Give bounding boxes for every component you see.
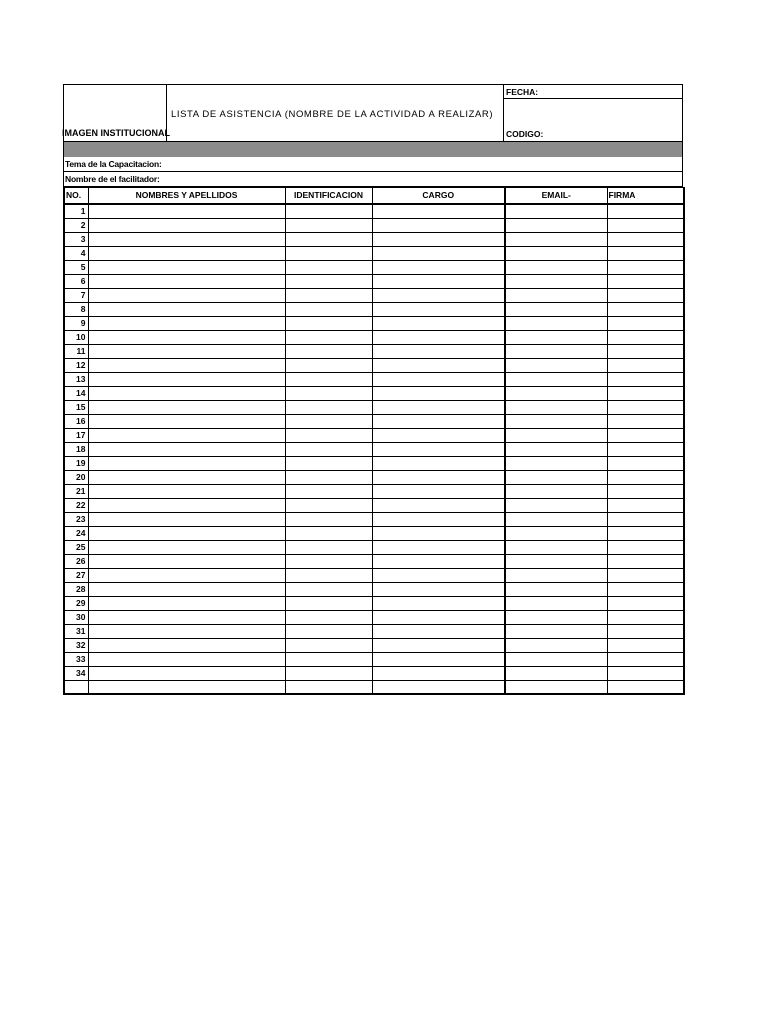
row-number: 31: [64, 624, 88, 638]
cargo-cell[interactable]: [372, 260, 505, 274]
nombres-cell[interactable]: [88, 568, 285, 582]
row-number: 34: [64, 666, 88, 680]
identificacion-cell[interactable]: [285, 274, 372, 288]
identificacion-cell[interactable]: [285, 512, 372, 526]
table-row: [64, 358, 684, 372]
firma-cell[interactable]: [607, 540, 684, 554]
cargo-cell[interactable]: [372, 666, 505, 680]
nombres-cell[interactable]: [88, 400, 285, 414]
table-row: [64, 526, 684, 540]
email-cell[interactable]: [505, 456, 607, 470]
col-header-identificacion: IDENTIFICACION: [285, 188, 372, 204]
cargo-cell[interactable]: [372, 638, 505, 652]
cargo-cell[interactable]: [372, 428, 505, 442]
identificacion-cell[interactable]: [285, 330, 372, 344]
table-row: [64, 372, 684, 386]
email-cell[interactable]: [505, 316, 607, 330]
cargo-cell[interactable]: [372, 484, 505, 498]
firma-cell[interactable]: [607, 470, 684, 484]
firma-cell[interactable]: [607, 582, 684, 596]
table-row: [64, 456, 684, 470]
attendance-table: [63, 187, 685, 695]
row-number: 10: [64, 330, 88, 344]
identificacion-cell[interactable]: [285, 372, 372, 386]
email-cell[interactable]: [505, 638, 607, 652]
firma-cell[interactable]: [607, 638, 684, 652]
row-number: 11: [64, 344, 88, 358]
nombres-cell[interactable]: [88, 680, 285, 694]
row-number: 28: [64, 582, 88, 596]
nombres-cell[interactable]: [88, 526, 285, 540]
email-cell[interactable]: [505, 428, 607, 442]
cargo-cell[interactable]: [372, 582, 505, 596]
cargo-cell[interactable]: [372, 400, 505, 414]
cargo-cell[interactable]: [372, 540, 505, 554]
nombres-cell[interactable]: [88, 540, 285, 554]
identificacion-cell[interactable]: [285, 666, 372, 680]
firma-cell[interactable]: [607, 288, 684, 302]
email-cell[interactable]: [505, 666, 607, 680]
cargo-cell[interactable]: [372, 288, 505, 302]
table-row: [64, 344, 684, 358]
row-number: 6: [64, 274, 88, 288]
cargo-cell[interactable]: [372, 596, 505, 610]
table-row: [64, 540, 684, 554]
identificacion-cell[interactable]: [285, 638, 372, 652]
firma-cell[interactable]: [607, 302, 684, 316]
logo-label: IMAGEN INSTITUCIONAL: [62, 128, 170, 138]
nombres-cell[interactable]: [88, 288, 285, 302]
meta-cell: [504, 85, 682, 141]
table-row: [64, 274, 684, 288]
cargo-cell[interactable]: [372, 652, 505, 666]
firma-cell[interactable]: [607, 428, 684, 442]
table-row: [64, 568, 684, 582]
cargo-cell[interactable]: [372, 316, 505, 330]
identificacion-cell[interactable]: [285, 414, 372, 428]
firma-cell[interactable]: [607, 456, 684, 470]
cargo-cell[interactable]: [372, 512, 505, 526]
table-row: [64, 610, 684, 624]
row-number: 5: [64, 260, 88, 274]
row-number: 17: [64, 428, 88, 442]
email-cell[interactable]: [505, 512, 607, 526]
email-cell[interactable]: [505, 330, 607, 344]
row-number: 12: [64, 358, 88, 372]
email-cell[interactable]: [505, 680, 607, 694]
nombres-cell[interactable]: [88, 372, 285, 386]
nombres-cell[interactable]: [88, 624, 285, 638]
email-cell[interactable]: [505, 288, 607, 302]
col-header-cargo: CARGO: [372, 188, 505, 204]
nombres-cell[interactable]: [88, 414, 285, 428]
identificacion-cell[interactable]: [285, 624, 372, 638]
col-header-no: NO.: [64, 188, 88, 204]
nombres-cell[interactable]: [88, 232, 285, 246]
email-cell[interactable]: [505, 610, 607, 624]
identificacion-cell[interactable]: [285, 358, 372, 372]
row-number: 14: [64, 386, 88, 400]
tema-row[interactable]: [63, 157, 683, 172]
row-number: 15: [64, 400, 88, 414]
table-row: [64, 680, 684, 694]
nombres-cell[interactable]: [88, 316, 285, 330]
row-number: 16: [64, 414, 88, 428]
firma-cell[interactable]: [607, 624, 684, 638]
gray-separator-band: [63, 142, 683, 157]
identificacion-cell[interactable]: [285, 456, 372, 470]
firma-cell[interactable]: [607, 372, 684, 386]
attendance-sheet: [63, 84, 683, 695]
email-cell[interactable]: [505, 652, 607, 666]
firma-cell[interactable]: [607, 344, 684, 358]
table-row: [64, 442, 684, 456]
firma-cell[interactable]: [607, 316, 684, 330]
email-cell[interactable]: [505, 260, 607, 274]
identificacion-cell[interactable]: [285, 442, 372, 456]
cargo-cell[interactable]: [372, 624, 505, 638]
firma-cell[interactable]: [607, 414, 684, 428]
row-number: 19: [64, 456, 88, 470]
facilitador-label: Nombre de el facilitador:: [65, 174, 160, 184]
nombres-cell[interactable]: [88, 218, 285, 232]
attendance-rows: [64, 204, 684, 694]
email-cell[interactable]: [505, 498, 607, 512]
row-number: 30: [64, 610, 88, 624]
table-row: [64, 218, 684, 232]
email-cell[interactable]: [505, 484, 607, 498]
row-number: 13: [64, 372, 88, 386]
firma-cell[interactable]: [607, 666, 684, 680]
nombres-cell[interactable]: [88, 512, 285, 526]
nombres-cell[interactable]: [88, 596, 285, 610]
identificacion-cell[interactable]: [285, 316, 372, 330]
identificacion-cell[interactable]: [285, 386, 372, 400]
cargo-cell[interactable]: [372, 470, 505, 484]
email-cell[interactable]: [505, 358, 607, 372]
cargo-cell[interactable]: [372, 568, 505, 582]
email-cell[interactable]: [505, 582, 607, 596]
row-number: 18: [64, 442, 88, 456]
email-cell[interactable]: [505, 624, 607, 638]
nombres-cell[interactable]: [88, 484, 285, 498]
table-row: [64, 386, 684, 400]
email-cell[interactable]: [505, 232, 607, 246]
cargo-cell[interactable]: [372, 246, 505, 260]
col-header-nombres: NOMBRES Y APELLIDOS: [88, 188, 285, 204]
fecha-field[interactable]: [504, 85, 682, 99]
col-header-email: EMAIL-: [505, 188, 607, 204]
firma-cell[interactable]: [607, 484, 684, 498]
tema-label: Tema de la Capacitacion:: [65, 159, 162, 169]
table-row: [64, 582, 684, 596]
table-row: [64, 554, 684, 568]
cargo-cell[interactable]: [372, 302, 505, 316]
table-row: [64, 428, 684, 442]
nombres-cell[interactable]: [88, 274, 285, 288]
row-number: 26: [64, 554, 88, 568]
firma-cell[interactable]: [607, 204, 684, 219]
firma-cell[interactable]: [607, 568, 684, 582]
row-number: 24: [64, 526, 88, 540]
table-row: [64, 498, 684, 512]
row-number: 2: [64, 218, 88, 232]
firma-cell[interactable]: [607, 554, 684, 568]
identificacion-cell[interactable]: [285, 582, 372, 596]
row-number: 1: [64, 204, 88, 219]
email-cell[interactable]: [505, 470, 607, 484]
table-row: [64, 204, 684, 219]
firma-cell[interactable]: [607, 512, 684, 526]
firma-cell[interactable]: [607, 218, 684, 232]
cargo-cell[interactable]: [372, 274, 505, 288]
identificacion-cell[interactable]: [285, 484, 372, 498]
email-cell[interactable]: [505, 372, 607, 386]
email-cell[interactable]: [505, 218, 607, 232]
codigo-label: CODIGO:: [506, 129, 544, 139]
nombres-cell[interactable]: [88, 582, 285, 596]
cargo-cell[interactable]: [372, 358, 505, 372]
identificacion-cell[interactable]: [285, 652, 372, 666]
nombres-cell[interactable]: [88, 456, 285, 470]
cargo-cell[interactable]: [372, 218, 505, 232]
firma-cell[interactable]: [607, 260, 684, 274]
table-header-row: [64, 188, 684, 204]
identificacion-cell[interactable]: [285, 428, 372, 442]
title-cell: [167, 85, 504, 141]
sheet-header: [63, 84, 683, 142]
firma-cell[interactable]: [607, 400, 684, 414]
row-number: 4: [64, 246, 88, 260]
identificacion-cell[interactable]: [285, 568, 372, 582]
nombres-cell[interactable]: [88, 204, 285, 219]
row-number: 3: [64, 232, 88, 246]
nombres-cell[interactable]: [88, 428, 285, 442]
table-row: [64, 652, 684, 666]
cargo-cell[interactable]: [372, 554, 505, 568]
row-number: 29: [64, 596, 88, 610]
identificacion-cell[interactable]: [285, 400, 372, 414]
table-row: [64, 316, 684, 330]
table-row: [64, 400, 684, 414]
identificacion-cell[interactable]: [285, 554, 372, 568]
cargo-cell[interactable]: [372, 526, 505, 540]
row-number: [64, 680, 88, 694]
col-header-firma: FIRMA: [607, 188, 684, 204]
firma-cell[interactable]: [607, 596, 684, 610]
row-number: 33: [64, 652, 88, 666]
nombres-cell[interactable]: [88, 666, 285, 680]
identificacion-cell[interactable]: [285, 526, 372, 540]
table-row: [64, 596, 684, 610]
nombres-cell[interactable]: [88, 246, 285, 260]
identificacion-cell[interactable]: [285, 246, 372, 260]
cargo-cell[interactable]: [372, 442, 505, 456]
cargo-cell[interactable]: [372, 204, 505, 219]
firma-cell[interactable]: [607, 442, 684, 456]
table-row: [64, 288, 684, 302]
nombres-cell[interactable]: [88, 442, 285, 456]
email-cell[interactable]: [505, 344, 607, 358]
table-row: [64, 470, 684, 484]
email-cell[interactable]: [505, 526, 607, 540]
email-cell[interactable]: [505, 568, 607, 582]
identificacion-cell[interactable]: [285, 204, 372, 219]
table-row: [64, 246, 684, 260]
nombres-cell[interactable]: [88, 610, 285, 624]
nombres-cell[interactable]: [88, 386, 285, 400]
identificacion-cell[interactable]: [285, 232, 372, 246]
table-row: [64, 232, 684, 246]
email-cell[interactable]: [505, 554, 607, 568]
firma-cell[interactable]: [607, 652, 684, 666]
table-row: [64, 330, 684, 344]
email-cell[interactable]: [505, 204, 607, 219]
identificacion-cell[interactable]: [285, 498, 372, 512]
nombres-cell[interactable]: [88, 554, 285, 568]
table-row: [64, 638, 684, 652]
row-number: 20: [64, 470, 88, 484]
table-row: [64, 624, 684, 638]
table-row: [64, 414, 684, 428]
firma-cell[interactable]: [607, 274, 684, 288]
sheet-title: LISTA DE ASISTENCIA (NOMBRE DE LA ACTIVIDAD A REALIZAR): [171, 109, 494, 120]
cargo-cell[interactable]: [372, 680, 505, 694]
row-number: 25: [64, 540, 88, 554]
row-number: 23: [64, 512, 88, 526]
email-cell[interactable]: [505, 596, 607, 610]
table-row: [64, 484, 684, 498]
nombres-cell[interactable]: [88, 260, 285, 274]
identificacion-cell[interactable]: [285, 288, 372, 302]
row-number: 7: [64, 288, 88, 302]
institutional-logo-cell: [62, 85, 170, 141]
identificacion-cell[interactable]: [285, 540, 372, 554]
firma-cell[interactable]: [607, 330, 684, 344]
cargo-cell[interactable]: [372, 372, 505, 386]
row-number: 21: [64, 484, 88, 498]
cargo-cell[interactable]: [372, 610, 505, 624]
table-row: [64, 302, 684, 316]
cargo-cell[interactable]: [372, 232, 505, 246]
nombres-cell[interactable]: [88, 358, 285, 372]
identificacion-cell[interactable]: [285, 610, 372, 624]
identificacion-cell[interactable]: [285, 302, 372, 316]
nombres-cell[interactable]: [88, 470, 285, 484]
firma-cell[interactable]: [607, 358, 684, 372]
firma-cell[interactable]: [607, 246, 684, 260]
identificacion-cell[interactable]: [285, 596, 372, 610]
firma-cell[interactable]: [607, 680, 684, 694]
firma-cell[interactable]: [607, 526, 684, 540]
firma-cell[interactable]: [607, 386, 684, 400]
facilitador-row[interactable]: [63, 172, 683, 187]
firma-cell[interactable]: [607, 498, 684, 512]
nombres-cell[interactable]: [88, 638, 285, 652]
identificacion-cell[interactable]: [285, 260, 372, 274]
nombres-cell[interactable]: [88, 344, 285, 358]
nombres-cell[interactable]: [88, 330, 285, 344]
email-cell[interactable]: [505, 302, 607, 316]
email-cell[interactable]: [505, 400, 607, 414]
row-number: 32: [64, 638, 88, 652]
table-row: [64, 512, 684, 526]
identificacion-cell[interactable]: [285, 680, 372, 694]
cargo-cell[interactable]: [372, 386, 505, 400]
cargo-cell[interactable]: [372, 330, 505, 344]
email-cell[interactable]: [505, 386, 607, 400]
row-number: 8: [64, 302, 88, 316]
nombres-cell[interactable]: [88, 652, 285, 666]
identificacion-cell[interactable]: [285, 344, 372, 358]
email-cell[interactable]: [505, 540, 607, 554]
row-number: 9: [64, 316, 88, 330]
cargo-cell[interactable]: [372, 498, 505, 512]
codigo-field[interactable]: [504, 99, 682, 141]
identificacion-cell[interactable]: [285, 218, 372, 232]
row-number: 22: [64, 498, 88, 512]
cargo-cell[interactable]: [372, 414, 505, 428]
firma-cell[interactable]: [607, 610, 684, 624]
email-cell[interactable]: [505, 442, 607, 456]
nombres-cell[interactable]: [88, 498, 285, 512]
identificacion-cell[interactable]: [285, 470, 372, 484]
firma-cell[interactable]: [607, 232, 684, 246]
cargo-cell[interactable]: [372, 344, 505, 358]
table-row: [64, 666, 684, 680]
row-number: 27: [64, 568, 88, 582]
email-cell[interactable]: [505, 246, 607, 260]
nombres-cell[interactable]: [88, 302, 285, 316]
email-cell[interactable]: [505, 414, 607, 428]
table-row: [64, 260, 684, 274]
fecha-label: FECHA:: [506, 87, 539, 97]
cargo-cell[interactable]: [372, 456, 505, 470]
email-cell[interactable]: [505, 274, 607, 288]
